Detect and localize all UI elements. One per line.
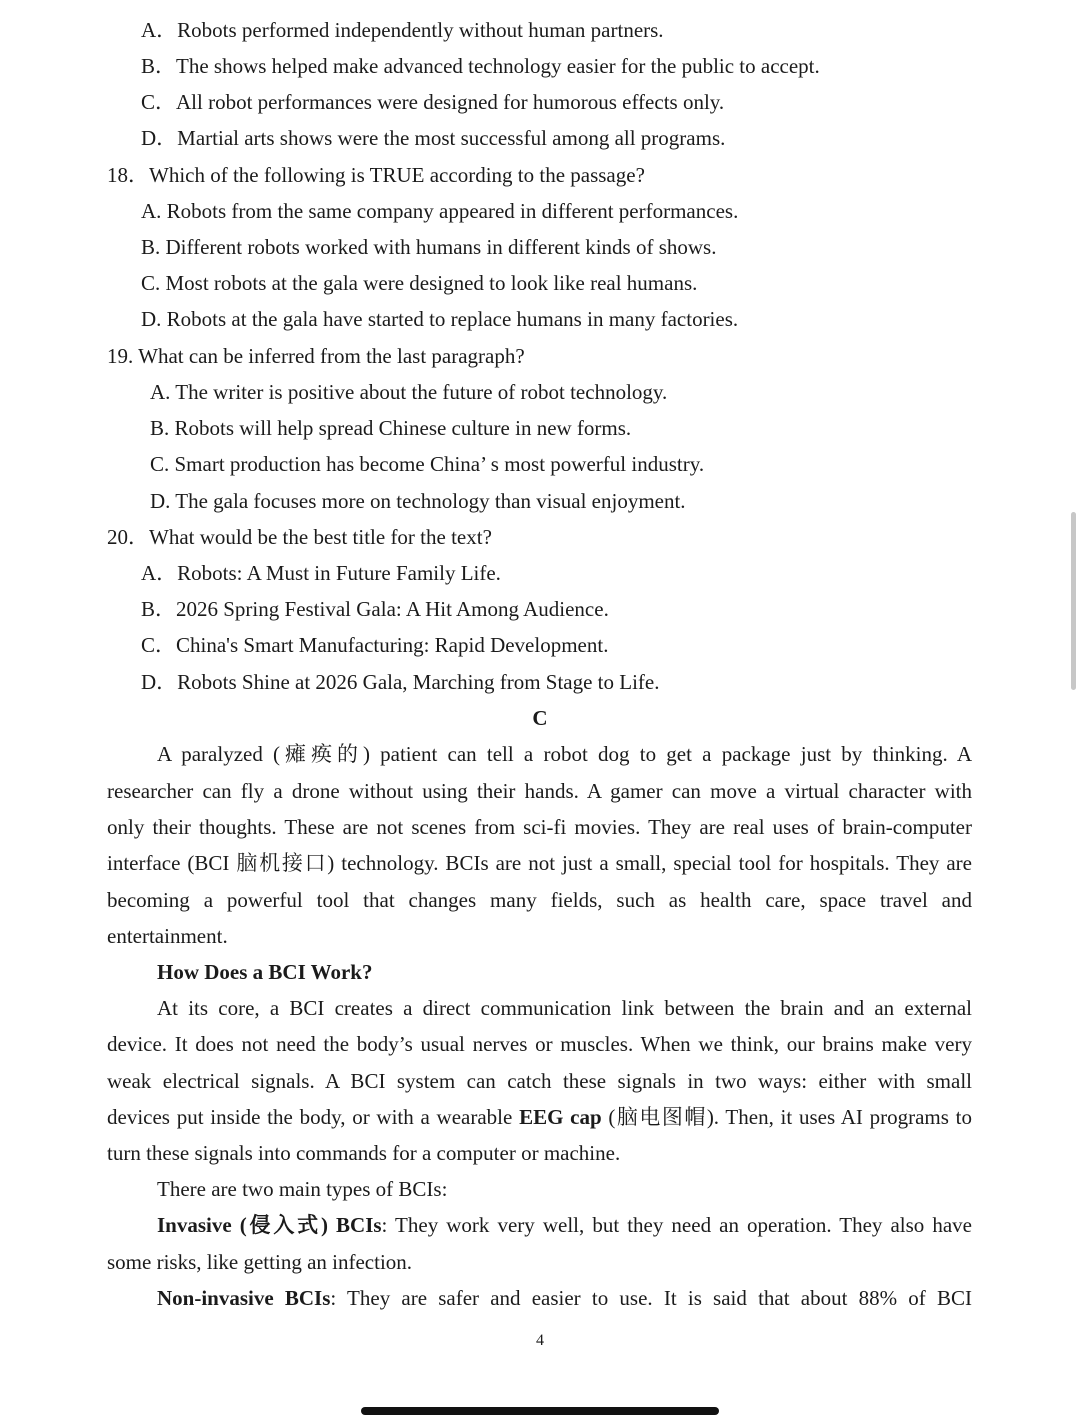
q20-option-a: A．Robots: A Must in Future Family Life. bbox=[141, 561, 501, 585]
work-line-4 bbox=[107, 1104, 972, 1130]
q20-question: 20．What would be the best title for the text? bbox=[107, 525, 492, 549]
eeg-cap-term: EEG cap bbox=[519, 1105, 602, 1129]
work-line-1: At its core, a BCI creates a direct communication link between the brain and an external bbox=[157, 996, 972, 1020]
page-number: 4 bbox=[536, 1332, 544, 1349]
intro-line-2: researcher can fly a drone without using their hands. A gamer can move a virtual character with bbox=[107, 779, 972, 803]
q19-option-c: C. Smart production has become China’ s most powerful industry. bbox=[150, 452, 705, 476]
work-line-5: turn these signals into commands for a computer or machine. bbox=[107, 1141, 621, 1165]
section-c-heading: C bbox=[532, 706, 548, 730]
q18-question: 18．Which of the following is TRUE according to the passage? bbox=[107, 163, 645, 187]
q18-option-d: D. Robots at the gala have started to replace humans in many factories. bbox=[141, 307, 739, 331]
vertical-scrollbar[interactable] bbox=[1071, 512, 1076, 690]
q17-option-d: D．Martial arts shows were the most successful among all programs. bbox=[141, 126, 726, 150]
non-invasive-text: : They are safer and easier to use. It is said that about 88% of BCI bbox=[330, 1286, 972, 1310]
invasive-line-1 bbox=[157, 1212, 972, 1238]
intro-line-6: entertainment. bbox=[107, 924, 228, 948]
q20-option-d: D．Robots Shine at 2026 Gala, Marching from Stage to Life. bbox=[141, 670, 660, 694]
q17-option-c: C．All robot performances were designed for humorous effects only. bbox=[141, 90, 725, 114]
bci-subheading: How Does a BCI Work? bbox=[157, 960, 373, 984]
q17-option-a: A．Robots performed independently without human partners. bbox=[141, 18, 664, 42]
intro-line-4: interface (BCI 脑机接口) technology. BCIs are not just a small, special tool for hospitals. They are bbox=[107, 851, 972, 875]
intro-line-5: becoming a powerful tool that changes many fields, such as health care, space travel and bbox=[107, 888, 972, 912]
q19-option-a: A. The writer is positive about the future of robot technology. bbox=[150, 380, 668, 404]
work-line-2: device. It does not need the body’s usual nerves or muscles. When we think, our brains make very bbox=[107, 1032, 972, 1056]
q18-option-b: B. Different robots worked with humans in different kinds of shows. bbox=[141, 235, 717, 259]
q20-option-b: B．2026 Spring Festival Gala: A Hit Among Audience. bbox=[141, 597, 609, 621]
work-line-4-after: (脑电图帽). Then, it uses AI programs to bbox=[601, 1105, 972, 1129]
invasive-term: Invasive (侵入式) BCIs bbox=[157, 1213, 382, 1237]
non-invasive-term: Non-invasive BCIs bbox=[157, 1286, 331, 1310]
invasive-line-2: some risks, like getting an infection. bbox=[107, 1250, 413, 1274]
q17-option-b: B．The shows helped make advanced technology easier for the public to accept. bbox=[141, 54, 820, 78]
intro-line-3: only their thoughts. These are not scenes from sci-fi movies. They are real uses of brain-computer bbox=[107, 815, 972, 839]
intro-line-1: A paralyzed (瘫痪的) patient can tell a robot dog to get a package just by thinking. A bbox=[157, 742, 972, 766]
q20-option-c: C．China's Smart Manufacturing: Rapid Development. bbox=[141, 633, 609, 657]
q19-option-d: D. The gala focuses more on technology than visual enjoyment. bbox=[150, 489, 686, 513]
q18-option-a: A. Robots from the same company appeared in different performances. bbox=[141, 199, 739, 223]
types-intro: There are two main types of BCIs: bbox=[157, 1177, 448, 1201]
invasive-text: : They work very well, but they need an operation. They also have bbox=[381, 1213, 972, 1237]
q19-question: 19. What can be inferred from the last paragraph? bbox=[107, 344, 525, 368]
q18-option-c: C. Most robots at the gala were designed to look like real humans. bbox=[141, 271, 698, 295]
work-line-3: weak electrical signals. A BCI system can catch these signals in two ways: either with small bbox=[107, 1069, 972, 1093]
home-indicator[interactable] bbox=[361, 1407, 719, 1415]
work-line-4-before: devices put inside the body, or with a wearable bbox=[107, 1105, 520, 1129]
non-invasive-line-1 bbox=[157, 1285, 972, 1311]
q19-option-b: B. Robots will help spread Chinese culture in new forms. bbox=[150, 416, 632, 440]
